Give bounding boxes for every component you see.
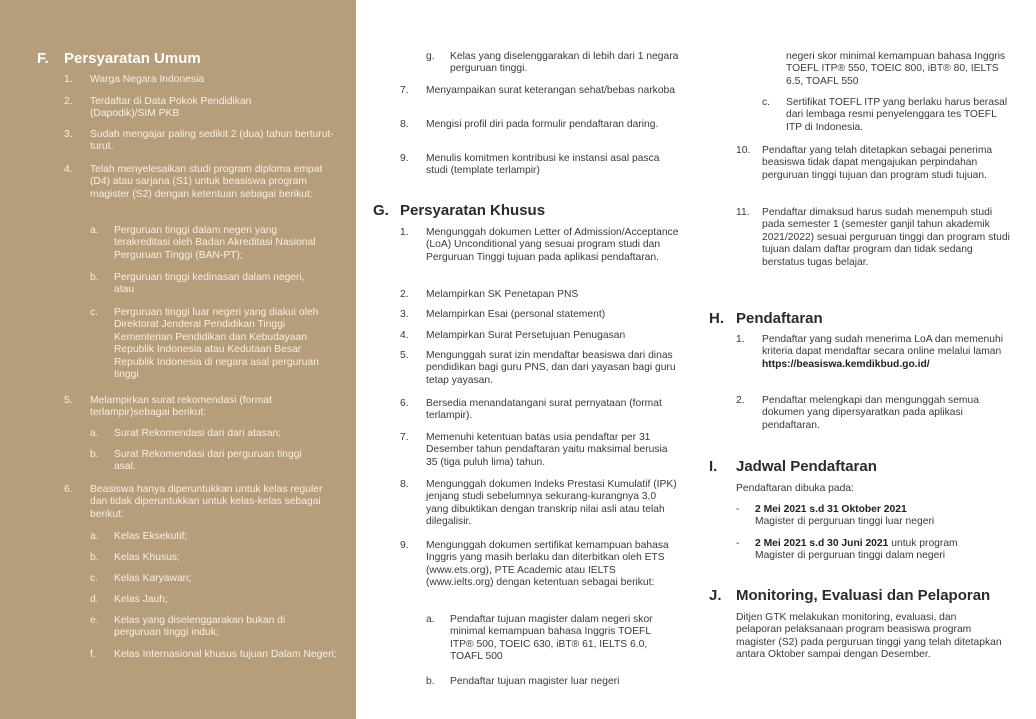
list-item: a. Pendaftar tujuan magister dalam negeri skor minimal kemampuan bahasa Inggris TOEFL ITP® 500, TOEIC 630, iBT® 61, IELTS 6.0, TOAFL 500 <box>426 614 653 663</box>
list-item: a. Perguruan tinggi dalam negeri yang terakreditasi oleh Badan Akreditasi Nasional Perguruan Tinggi (BAN-PT); <box>90 225 316 261</box>
list-item: b. Pendaftar tujuan magister luar negeri <box>426 676 620 687</box>
list-item: 7. Memenuhi ketentuan batas usia pendaftar per 31 Desember tahun pendaftaran yaitu maksimal berusia 35 (tiga puluh lima) tahun. <box>400 432 668 468</box>
schedule-text: Magister di perguruan tinggi dalam negeri <box>755 550 946 562</box>
section-h-title: Pendaftaran <box>736 310 823 327</box>
list-item: 4. Telah menyelesaikan studi program diploma empat (D4) atau sarjana (S1) untuk beasiswa program magister (S2) dengan ketentuan sebagai berikut: <box>64 164 323 200</box>
list-item: 9. Menulis komitmen kontribusi ke instansi asal pasca studi (template terlampir) <box>400 153 660 177</box>
list-item: 6. Bersedia menandatangani surat pernyataan (format terlampir). <box>400 398 662 422</box>
schedule-intro: Pendaftaran dibuka pada: <box>736 483 854 494</box>
schedule-date: 2 Mei 2021 s.d 31 Oktober 2021 <box>755 504 907 515</box>
section-f-letter: F. <box>37 50 49 67</box>
schedule-date: 2 Mei 2021 s.d 30 Juni 2021 <box>755 538 889 549</box>
list-item: 5. Melampirkan surat rekomendasi (format terlampir)sebagai berikut: <box>64 395 272 419</box>
section-g-title: Persyaratan Khusus <box>400 202 546 219</box>
list-item: 1. Warga Negara Indonesia <box>64 74 205 85</box>
list-item: 8. Mengunggah dokumen Indeks Prestasi Kumulatif (IPK) jenjang studi sebelumnya sekurang-kurangnya 3,0 yang dibuktikan dengan transkrip nilai asli atau telah dilegalisir. <box>400 479 677 528</box>
list-item: 3. Melampirkan Esai (personal statement) <box>400 309 606 320</box>
list-item: f. Kelas Internasional khusus tujuan Dalam Negeri; <box>90 649 337 660</box>
list-item: 4. Melampirkan Surat Persetujuan Penugasan <box>400 330 626 341</box>
list-item: 6. Beasiswa hanya diperuntukkan untuk kelas reguler dan tidak diperuntukkan untuk kelas-kelas sebagai berikut: <box>64 484 323 520</box>
list-item: g. Kelas yang diselenggarakan di lebih dari 1 negara perguruan tinggi. <box>426 51 679 75</box>
section-j-text: Ditjen GTK melakukan monitoring, evaluasi, dan pelaporan pelaksanaan program beasiswa program magister (S2) pada perguruan tinggi yang telah ditetapkan antara Oktober sampai dengan Desember. <box>736 612 1002 661</box>
section-j-title: Monitoring, Evaluasi dan Pelaporan <box>736 587 991 604</box>
list-item: b. Surat Rekomendasi dari perguruan tinggi asal. <box>90 449 302 473</box>
list-item: negeri skor minimal kemampuan bahasa Inggris TOEFL ITP® 550, TOEIC 800, iBT® 80, IELTS 6.5, TOAFL 550 <box>786 51 1006 87</box>
section-i-title: Jadwal Pendaftaran <box>736 458 877 475</box>
list-item: 7. Menyampaikan surat keterangan sehat/bebas narkoba <box>400 85 676 96</box>
section-g-letter: G. <box>373 202 389 219</box>
list-item: e. Kelas yang diselenggarakan bukan di perguruan tinggi induk; <box>90 615 286 639</box>
list-item: c. Perguruan tinggi luar negeri yang diakui oleh Direktorat Jenderal Pendidikan Tinggi Kementerian Pendidikan dan Kebudayaan Republik Indonesia atau Kedutaan Besar Republik Indonesia di negara asal perguruan tinggi <box>90 307 319 381</box>
section-j-letter: J. <box>709 587 722 604</box>
list-item: 3. Sudah mengajar paling sedikit 2 (dua) tahun berturut-turut. <box>64 129 334 153</box>
list-item: 11. Pendaftar dimaksud harus sudah menempuh studi pada semester 1 (semester ganjil tahun akademik 2021/2022) sesuai perguruan tinggi dan program studi tujuan dalam daftar program dan tidak sedang berstatus tugas belajar. <box>736 207 1010 268</box>
list-item: 8. Mengisi profil diri pada formulir pendaftaran daring. <box>400 119 659 130</box>
schedule-item: - 2 Mei 2021 s.d 31 Oktober 2021 Magister di perguruan tinggi luar negeri <box>736 504 1012 529</box>
registration-link[interactable]: https://beasiswa.kemdikbud.go.id/ <box>762 358 930 370</box>
list-item: c. Sertifikat TOEFL ITP yang berlaku harus berasal dari lembaga resmi penyelenggara tes TOEFL ITP di Indonesia. <box>762 97 1008 133</box>
section-h-letter: H. <box>709 310 724 327</box>
list-item: 2. Pendaftar melengkapi dan mengunggah semua dokumen yang dipersyaratkan pada aplikasi pendaftaran. <box>736 395 979 431</box>
list-item: 5. Mengunggah surat izin mendaftar beasiswa dari dinas pendidikan bagi guru PNS, dan dari yayasan bagi guru tetap yayasan. <box>400 350 676 386</box>
list-item: 10. Pendaftar yang telah ditetapkan sebagai penerima beasiswa tidak dapat mengajukan perpindahan perguruan tinggi tujuan dan program studi tujuan. <box>736 145 993 181</box>
list-item: 1. Mengunggah dokumen Letter of Admission/Acceptance (LoA) Unconditional yang sesuai program studi dan Perguruan Tinggi tujuan pada aplikasi pendaftaran. <box>400 227 679 263</box>
section-f-title: Persyaratan Umum <box>64 50 201 67</box>
h1-text: Pendaftar yang sudah menerima LoA dan memenuhi kriteria dapat mendaftar secara online melalui laman <box>762 334 1003 358</box>
section-i-letter: I. <box>709 458 718 475</box>
list-item: d. Kelas Jauh; <box>90 594 168 605</box>
list-item: 2. Terdaftar di Data Pokok Pendidikan (Dapodik)/SIM PKB <box>64 96 252 120</box>
list-item: 2. Melampirkan SK Penetapan PNS <box>400 289 579 300</box>
schedule-text: Magister di perguruan tinggi luar negeri <box>755 516 935 528</box>
list-item: 9. Mengunggah dokumen sertifikat kemampuan bahasa Inggris yang masih berlaku dan diterbitkan oleh ETS (www.ets.org), PTE Academic atau IELTS (www.ielts.org) dengan ketentuan sebagai berikut: <box>400 540 669 589</box>
list-item: a. Kelas Eksekutif; <box>90 531 188 542</box>
list-item: b. Kelas Khusus; <box>90 552 180 563</box>
schedule-item: - 2 Mei 2021 s.d 30 Juni 2021 untuk program Magister di perguruan tinggi dalam negeri <box>736 538 1012 563</box>
list-item: 1. Pendaftar yang sudah menerima LoA dan memenuhi kriteria dapat mendaftar secara online melalui laman https://beasiswa.kemdikbud.go.id/ <box>736 334 1003 370</box>
list-item: c. Kelas Karyawan; <box>90 573 192 584</box>
list-item: a. Surat Rekomendasi dari dari atasan; <box>90 428 282 439</box>
list-item: b. Perguruan tinggi kedinasan dalam negeri, atau <box>90 272 305 296</box>
left-panel <box>0 0 356 719</box>
